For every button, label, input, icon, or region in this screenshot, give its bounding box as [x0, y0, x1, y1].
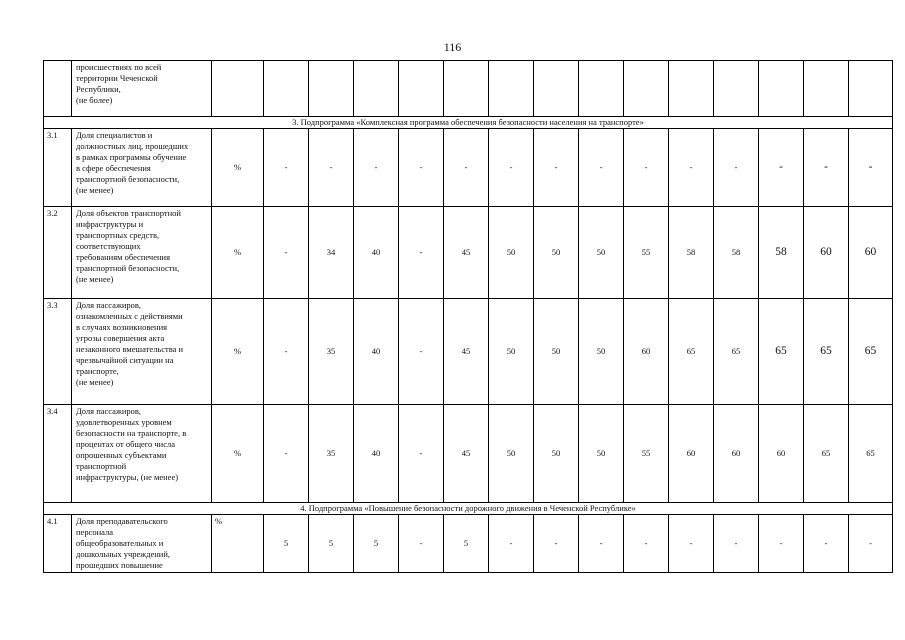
- value-cell: 5: [309, 515, 354, 573]
- value-cell: 55: [624, 405, 669, 503]
- value-cell: -: [354, 129, 399, 207]
- value-cell: 40: [354, 405, 399, 503]
- row-number: 3.3: [44, 299, 72, 405]
- value-cell: 50: [579, 405, 624, 503]
- value-cell: -: [264, 405, 309, 503]
- value-cell: 65: [849, 299, 893, 405]
- unit-cell: %: [212, 515, 264, 573]
- value-cell: 50: [579, 207, 624, 299]
- value-cell: 50: [579, 299, 624, 405]
- value-cell: 50: [534, 207, 579, 299]
- value-cell: 5: [354, 515, 399, 573]
- value-cell: 60: [849, 207, 893, 299]
- value-cell: -: [849, 129, 893, 207]
- value-cell: 50: [489, 405, 534, 503]
- value-cell: 58: [759, 207, 804, 299]
- value-cell: -: [624, 129, 669, 207]
- value-cell: 65: [669, 299, 714, 405]
- value-cell: -: [489, 515, 534, 573]
- value-cell: 65: [714, 299, 759, 405]
- value-cell: -: [714, 129, 759, 207]
- value-cell: -: [759, 515, 804, 573]
- row-number: 3.4: [44, 405, 72, 503]
- value-cell: -: [264, 207, 309, 299]
- value-cell: -: [444, 129, 489, 207]
- value-cell: 45: [444, 405, 489, 503]
- value-cell: -: [489, 129, 534, 207]
- page-number: 116: [443, 40, 462, 54]
- value-cell: 35: [309, 405, 354, 503]
- value-cell: -: [309, 129, 354, 207]
- value-cell: 45: [444, 299, 489, 405]
- value-cell: -: [579, 515, 624, 573]
- value-cell: 45: [444, 207, 489, 299]
- row-description: происшествиях по всей территории Чеченской Республики, (не более): [72, 61, 212, 117]
- row-number: 3.1: [44, 129, 72, 207]
- row-description: Доля преподавательского персонала общеобразовательных и дошкольных учреждений, прошедших повышение: [72, 515, 212, 573]
- value-cell: 50: [534, 405, 579, 503]
- value-cell: 65: [804, 405, 849, 503]
- value-cell: -: [624, 515, 669, 573]
- value-cell: 40: [354, 207, 399, 299]
- row-description: Доля объектов транспортной инфраструктуры и транспортных средств, соответствующих требованиям обеспечения транспортной безопасности, (не менее): [72, 207, 212, 299]
- table-row: [44, 129, 893, 207]
- value-cell: -: [849, 515, 893, 573]
- value-cell: 5: [264, 515, 309, 573]
- value-cell: -: [669, 515, 714, 573]
- value-cell: 60: [714, 405, 759, 503]
- value-cell: -: [399, 129, 444, 207]
- table-row: [44, 207, 893, 299]
- value-cell: 50: [489, 299, 534, 405]
- table-row: [44, 405, 893, 503]
- table-row: [44, 515, 893, 573]
- value-cell: 60: [669, 405, 714, 503]
- row-number: 4.1: [44, 515, 72, 573]
- row-number: 3.2: [44, 207, 72, 299]
- row-description: Доля пассажиров, удовлетворенных уровнем безопасности на транспорте, в процентах от общего числа опрошенных субъектами транспортной инфраструктуры, (не менее): [72, 405, 212, 503]
- value-cell: -: [714, 515, 759, 573]
- value-cell: 65: [759, 299, 804, 405]
- section-header-4: 4. Подпрограмма «Повышение безопасности дорожного движения в Чеченской Республике»: [44, 503, 893, 515]
- value-cell: 60: [624, 299, 669, 405]
- value-cell: 5: [444, 515, 489, 573]
- indicators-table: [43, 60, 893, 573]
- value-cell: -: [399, 515, 444, 573]
- value-cell: 35: [309, 299, 354, 405]
- row-description: Доля специалистов и должностных лиц, прошедших в рамках программы обучение в сфере обеспечения транспортной безопасности, (не менее): [72, 129, 212, 207]
- value-cell: -: [399, 405, 444, 503]
- value-cell: -: [534, 515, 579, 573]
- row-description: Доля пассажиров, ознакомленных с действиями в случаях возникновения угрозы совершения акта незаконного вмешательства и чрезвычайной ситуации на транспорте, (не менее): [72, 299, 212, 405]
- unit-cell: %: [212, 129, 264, 207]
- table-row-continuation: [44, 61, 893, 117]
- value-cell: -: [804, 515, 849, 573]
- table-row: [44, 299, 893, 405]
- value-cell: 50: [534, 299, 579, 405]
- value-cell: -: [264, 299, 309, 405]
- value-cell: 40: [354, 299, 399, 405]
- value-cell: -: [534, 129, 579, 207]
- value-cell: 65: [849, 405, 893, 503]
- section-header-3: 3. Подпрограмма «Комплексная программа обеспечения безопасности населения на транспорте»: [44, 117, 893, 129]
- unit-cell: %: [212, 405, 264, 503]
- value-cell: -: [399, 299, 444, 405]
- value-cell: 60: [759, 405, 804, 503]
- value-cell: 65: [804, 299, 849, 405]
- value-cell: -: [264, 129, 309, 207]
- value-cell: 34: [309, 207, 354, 299]
- unit-cell: %: [212, 207, 264, 299]
- value-cell: -: [759, 129, 804, 207]
- value-cell: -: [804, 129, 849, 207]
- value-cell: -: [669, 129, 714, 207]
- unit-cell: %: [212, 299, 264, 405]
- value-cell: 50: [489, 207, 534, 299]
- value-cell: -: [399, 207, 444, 299]
- value-cell: 55: [624, 207, 669, 299]
- value-cell: 58: [714, 207, 759, 299]
- value-cell: 58: [669, 207, 714, 299]
- value-cell: -: [579, 129, 624, 207]
- value-cell: 60: [804, 207, 849, 299]
